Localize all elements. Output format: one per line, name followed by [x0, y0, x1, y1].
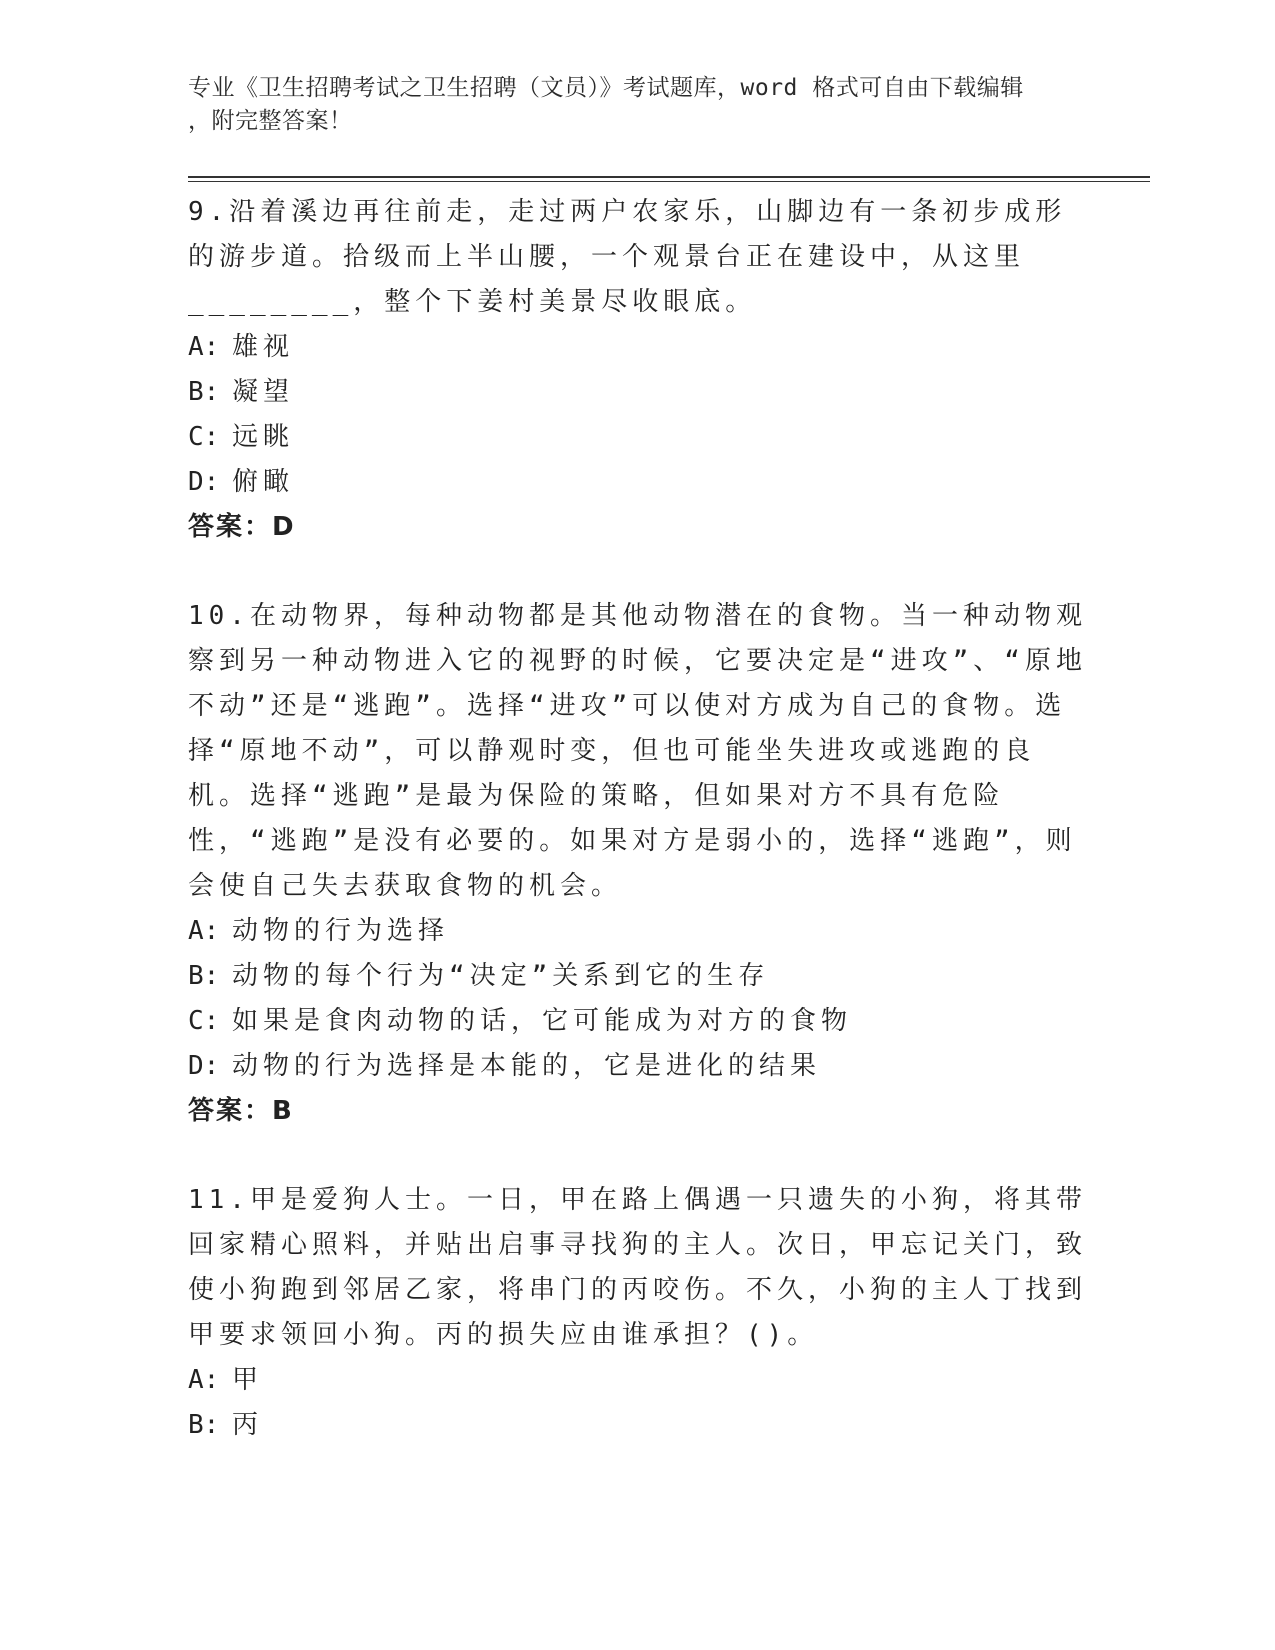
answer-line — [188, 505, 1088, 550]
document-header — [188, 72, 1068, 138]
answer-value: B — [272, 1096, 292, 1126]
option-c — [188, 999, 1088, 1044]
option-text: 如果是食肉动物的话，它可能成为对方的食物 — [232, 1006, 853, 1036]
question-stem: 10.在动物界，每种动物都是其他动物潜在的食物。当一种动物观察到另一种动物进入它的视野的时候，它要决定是“进攻”、“原地不动”还是“逃跑”。选择“进攻”可以使对方成为自己的食物。选择“原地不动”，可以静观时变，但也可能坐失进攻或逃跑的良机。选择“逃跑”是最为保险的策略，但如果对方不具有危险性，“逃跑”是没有必要的。如果对方是弱小的，选择“逃跑”，则会使自己失去获取食物的机会。 — [188, 601, 1087, 901]
header-divider-thin — [188, 181, 1150, 182]
header-divider-thick — [188, 176, 1150, 178]
answer-value: D — [272, 512, 294, 542]
header-line-1: 专业《卫生招聘考试之卫生招聘（文员）》考试题库，word 格式可自由下载编辑 — [188, 75, 1024, 101]
option-text: 动物的每个行为“决定”关系到它的生存 — [232, 961, 770, 991]
option-a — [188, 1358, 1088, 1403]
option-text: 雄视 — [232, 332, 295, 362]
question-10 — [188, 594, 1088, 1134]
option-d — [188, 460, 1088, 505]
option-a — [188, 909, 1088, 954]
option-key: C: — [188, 422, 220, 452]
option-key: C: — [188, 1006, 220, 1036]
answer-label: 答案： — [188, 512, 273, 542]
option-key: D: — [188, 467, 220, 497]
option-b — [188, 370, 1088, 415]
option-a — [188, 325, 1088, 370]
option-key: A: — [188, 1365, 220, 1395]
option-key: D: — [188, 1051, 220, 1081]
option-text: 凝望 — [232, 377, 295, 407]
option-key: B: — [188, 1410, 220, 1440]
answer-label: 答案： — [188, 1096, 273, 1126]
question-stem: 9.沿着溪边再往前走，走过两户农家乐，山脚边有一条初步成形的游步道。拾级而上半山腰，一个观景台正在建设中，从这里________，整个下姜村美景尽收眼底。 — [188, 197, 1067, 317]
option-key: B: — [188, 961, 220, 991]
option-key: B: — [188, 377, 220, 407]
header-line-2: ，附完整答案！ — [188, 108, 353, 134]
option-b — [188, 1403, 1088, 1448]
option-text: 动物的行为选择 — [232, 916, 450, 946]
question-list — [188, 190, 1088, 1492]
question-11 — [188, 1178, 1088, 1448]
question-stem: 11.甲是爱狗人士。一日，甲在路上偶遇一只遗失的小狗，将其带回家精心照料，并贴出启事寻找狗的主人。次日，甲忘记关门，致使小狗跑到邻居乙家，将串门的丙咬伤。不久，小狗的主人丁找到甲要求领回小狗。丙的损失应由谁承担？()。 — [188, 1185, 1088, 1350]
option-b — [188, 954, 1088, 999]
option-text: 甲 — [232, 1365, 264, 1395]
option-d — [188, 1044, 1088, 1089]
question-9 — [188, 190, 1088, 550]
option-key: A: — [188, 332, 220, 362]
option-text: 俯瞰 — [232, 467, 295, 497]
option-text: 远眺 — [232, 422, 295, 452]
option-c — [188, 415, 1088, 460]
option-key: A: — [188, 916, 220, 946]
answer-line — [188, 1089, 1088, 1134]
option-text: 丙 — [232, 1410, 264, 1440]
option-text: 动物的行为选择是本能的，它是进化的结果 — [232, 1051, 822, 1081]
